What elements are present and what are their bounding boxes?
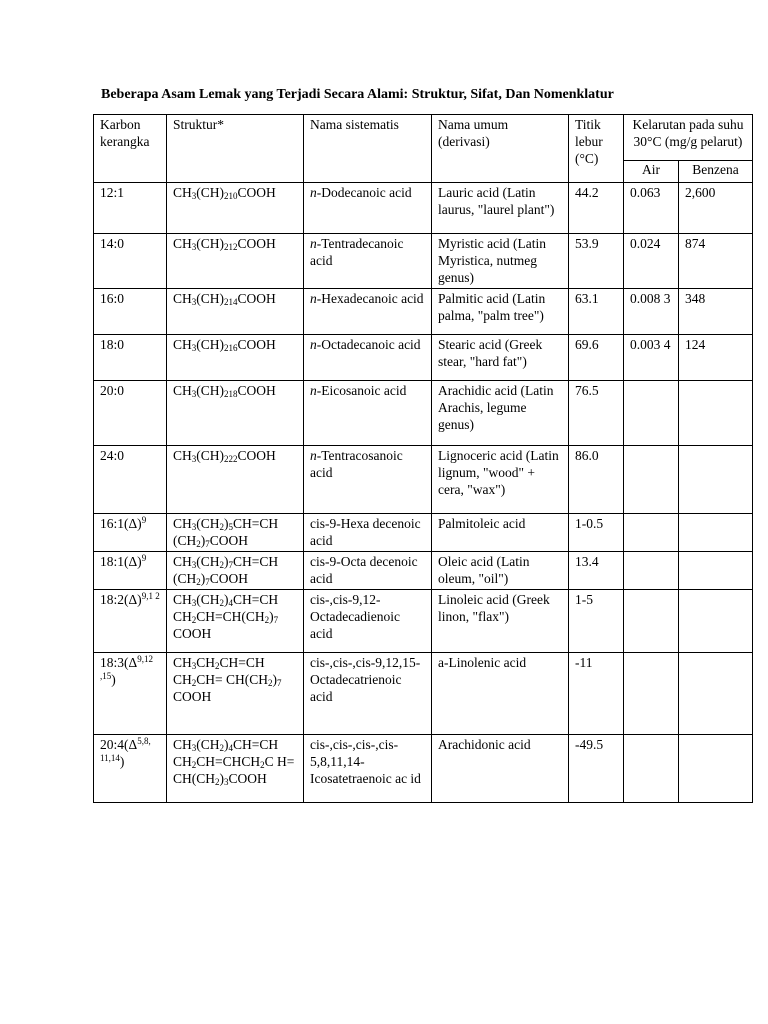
cell-struktur: $CH_3(CH)_{212}COOH$: [167, 234, 304, 289]
cell-karbon: 16:0: [94, 289, 167, 335]
cell-titik: 63.1: [569, 289, 624, 335]
cell-benzena: [679, 552, 753, 590]
cell-umum: Lauric acid (Latin laurus, "laurel plant"): [432, 183, 569, 234]
cell-titik: -11: [569, 653, 624, 735]
cell-titik: 13.4: [569, 552, 624, 590]
cell-benzena: [679, 381, 753, 446]
table-row: [94, 446, 753, 514]
cell-umum: Palmitoleic acid: [432, 514, 569, 552]
cell-karbon: $18:3(\Delta^{9,12 ,15})$: [94, 653, 167, 735]
cell-benzena: [679, 735, 753, 803]
cell-struktur: $CH_3(CH)_{210}COOH$: [167, 183, 304, 234]
cell-struktur: $CH_3(CH)_{216}COOH$: [167, 335, 304, 381]
cell-struktur: $CH_3(CH_2)_4CH=CH$ $CH_2CH=CH(CH_2)_7$ COOH: [167, 590, 304, 653]
cell-struktur: $CH_3(CH_2)_7CH=CH$ $(CH_2)_7COOH$: [167, 552, 304, 590]
cell-sistematis: cis-9-Hexa decenoic acid: [304, 514, 432, 552]
cell-karbon: $20:4(\Delta^{5,8, 11,14})$: [94, 735, 167, 803]
table-row: [94, 552, 753, 590]
cell-umum: Lignoceric acid (Latin lignum, "wood" + cera, "wax"): [432, 446, 569, 514]
cell-umum: Oleic acid (Latin oleum, "oil"): [432, 552, 569, 590]
cell-karbon: $18:1(\Delta)^9$: [94, 552, 167, 590]
cell-benzena: [679, 653, 753, 735]
cell-umum: Myristic acid (Latin Myristica, nutmeg genus): [432, 234, 569, 289]
cell-titik: 53.9: [569, 234, 624, 289]
cell-karbon: 12:1: [94, 183, 167, 234]
table-row: [94, 183, 753, 234]
cell-air: [624, 446, 679, 514]
cell-umum: Linoleic acid (Greek linon, "flax"): [432, 590, 569, 653]
cell-struktur: $CH_3CH_2CH=CH$ $CH_2CH= CH(CH_2)_7$ COOH: [167, 653, 304, 735]
header-sistematis: Nama sistematis: [304, 115, 432, 183]
header-kelarutan: Kelarutan pada suhu 30°C (mg/g pelarut): [624, 115, 753, 161]
fatty-acid-table: [93, 114, 753, 803]
cell-benzena: [679, 514, 753, 552]
cell-air: [624, 590, 679, 653]
header-titik: Titik lebur (°C): [569, 115, 624, 183]
cell-air: [624, 653, 679, 735]
cell-struktur: $CH_3(CH)_{214}COOH$: [167, 289, 304, 335]
cell-air: 0.024: [624, 234, 679, 289]
cell-sistematis: n-Dodecanoic acid: [304, 183, 432, 234]
cell-titik: -49.5: [569, 735, 624, 803]
cell-umum: Palmitic acid (Latin palma, "palm tree"): [432, 289, 569, 335]
cell-air: [624, 381, 679, 446]
cell-titik: 76.5: [569, 381, 624, 446]
cell-sistematis: cis-,cis-9,12-Octadecadienoic acid: [304, 590, 432, 653]
table-row: [94, 735, 753, 803]
cell-struktur: $CH_3(CH_2)_4CH=CH$ $CH_2CH=CHCH_2C$ $H= CH(CH_2)_3COOH$: [167, 735, 304, 803]
cell-titik: 44.2: [569, 183, 624, 234]
table-row: [94, 289, 753, 335]
cell-benzena: 124: [679, 335, 753, 381]
cell-air: 0.008 3: [624, 289, 679, 335]
cell-sistematis: cis-9-Octa decenoic acid: [304, 552, 432, 590]
cell-struktur: $CH_3(CH_2)_5CH=CH$ $(CH_2)_7COOH$: [167, 514, 304, 552]
cell-umum: Arachidic acid (Latin Arachis, legume genus): [432, 381, 569, 446]
cell-karbon: $16:1(\Delta)^9$: [94, 514, 167, 552]
table-body: [94, 183, 753, 803]
cell-titik: 1-5: [569, 590, 624, 653]
cell-karbon: 20:0: [94, 381, 167, 446]
cell-umum: Stearic acid (Greek stear, "hard fat"): [432, 335, 569, 381]
cell-karbon: 18:0: [94, 335, 167, 381]
header-benzena: Benzena: [679, 161, 753, 183]
cell-titik: 1-0.5: [569, 514, 624, 552]
cell-titik: 86.0: [569, 446, 624, 514]
cell-benzena: [679, 590, 753, 653]
cell-sistematis: n-Octadecanoic acid: [304, 335, 432, 381]
cell-struktur: $CH_3(CH)_{218}COOH$: [167, 381, 304, 446]
cell-benzena: 2,600: [679, 183, 753, 234]
cell-air: [624, 552, 679, 590]
cell-benzena: 874: [679, 234, 753, 289]
table-row: [94, 335, 753, 381]
table-row: [94, 381, 753, 446]
cell-air: [624, 514, 679, 552]
table-row: [94, 514, 753, 552]
table-row: [94, 234, 753, 289]
cell-air: 0.003 4: [624, 335, 679, 381]
cell-air: 0.063: [624, 183, 679, 234]
cell-sistematis: n-Eicosanoic acid: [304, 381, 432, 446]
header-karbon: Karbon kerangka: [94, 115, 167, 183]
cell-air: [624, 735, 679, 803]
cell-titik: 69.6: [569, 335, 624, 381]
cell-umum: a-Linolenic acid: [432, 653, 569, 735]
cell-benzena: [679, 446, 753, 514]
cell-sistematis: cis-,cis-,cis-9,12,15-Octadecatrienoic acid: [304, 653, 432, 735]
header-air: Air: [624, 161, 679, 183]
table-row: [94, 653, 753, 735]
table-row: [94, 590, 753, 653]
document-title: Beberapa Asam Lemak yang Terjadi Secara Alami: Struktur, Sifat, Dan Nomenklatur: [101, 87, 614, 102]
header-row: [94, 115, 753, 161]
cell-karbon: 24:0: [94, 446, 167, 514]
cell-sistematis: cis-,cis-,cis-,cis-5,8,11,14-Icosatetraenoic ac id: [304, 735, 432, 803]
cell-struktur: $CH_3(CH)_{222}COOH$: [167, 446, 304, 514]
cell-sistematis: n-Tentracosanoic acid: [304, 446, 432, 514]
cell-sistematis: n-Tentradecanoic acid: [304, 234, 432, 289]
cell-sistematis: n-Hexadecanoic acid: [304, 289, 432, 335]
header-struktur: Struktur*: [167, 115, 304, 183]
cell-umum: Arachidonic acid: [432, 735, 569, 803]
cell-karbon: $18:2(\Delta)^{9,1 2}$: [94, 590, 167, 653]
cell-karbon: 14:0: [94, 234, 167, 289]
header-umum: Nama umum (derivasi): [432, 115, 569, 183]
cell-benzena: 348: [679, 289, 753, 335]
